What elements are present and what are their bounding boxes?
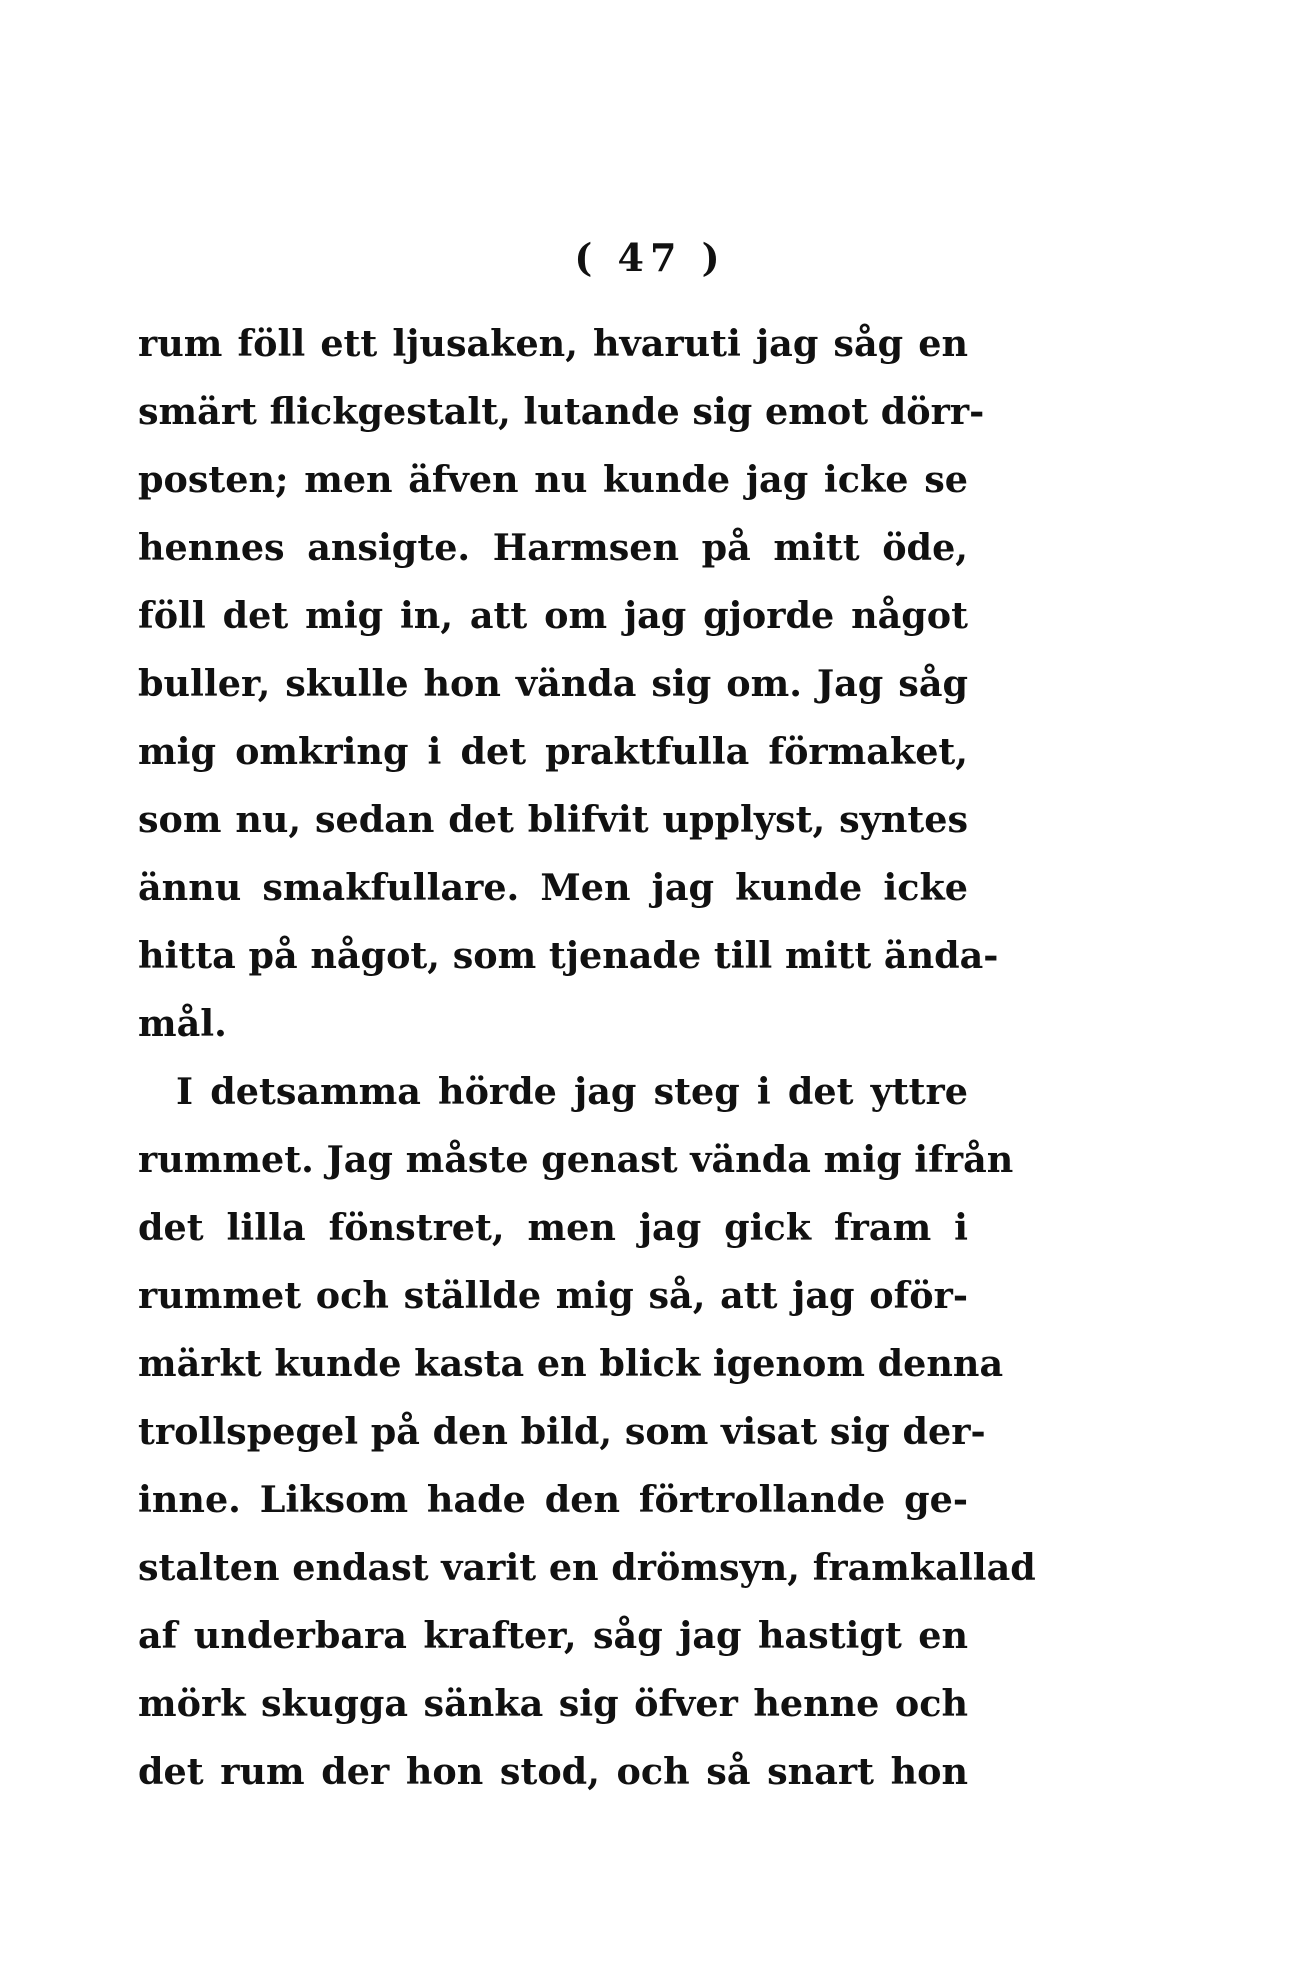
text-line: buller, skulle hon vända sig om. Jag såg [138, 662, 968, 705]
text-line: trollspegel på den bild, som visat sig der- [138, 1410, 986, 1453]
text-line: smärt flickgestalt, lutande sig emot dörr- [138, 390, 985, 433]
text-line: I detsamma hörde jag steg i det yttre [176, 1070, 968, 1113]
text-line: hennes ansigte. Harmsen på mitt öde, [138, 526, 968, 569]
text-line: det lilla fönstret, men jag gick fram i [138, 1206, 968, 1249]
text-line: posten; men äfven nu kunde jag icke se [138, 458, 968, 501]
text-line: som nu, sedan det blifvit upplyst, syntes [138, 798, 968, 841]
text-line: rummet. Jag måste genast vända mig ifrån [138, 1138, 1014, 1181]
text-line: inne. Liksom hade den förtrollande ge- [138, 1478, 968, 1521]
text-line: rum föll ett ljusaken, hvaruti jag såg en [138, 322, 968, 365]
text-line: märkt kunde kasta en blick igenom denna [138, 1342, 1004, 1385]
page-number: ( 47 ) [574, 235, 726, 280]
text-line: mörk skugga sänka sig öfver henne och [138, 1682, 968, 1725]
text-line: af underbara krafter, såg jag hastigt en [138, 1614, 968, 1657]
text-line: föll det mig in, att om jag gjorde något [138, 594, 968, 637]
text-line: hitta på något, som tjenade till mitt ända- [138, 934, 999, 977]
text-line: rummet och ställde mig så, att jag oför- [138, 1274, 968, 1317]
text-line: det rum der hon stod, och så snart hon [138, 1750, 968, 1793]
text-line: ännu smakfullare. Men jag kunde icke [138, 866, 968, 909]
body-text [138, 310, 1036, 1806]
text-line: stalten endast varit en drömsyn, framkallad [138, 1546, 1036, 1589]
text-line: mig omkring i det praktfulla förmaket, [138, 730, 968, 773]
text-line: mål. [138, 1002, 227, 1045]
